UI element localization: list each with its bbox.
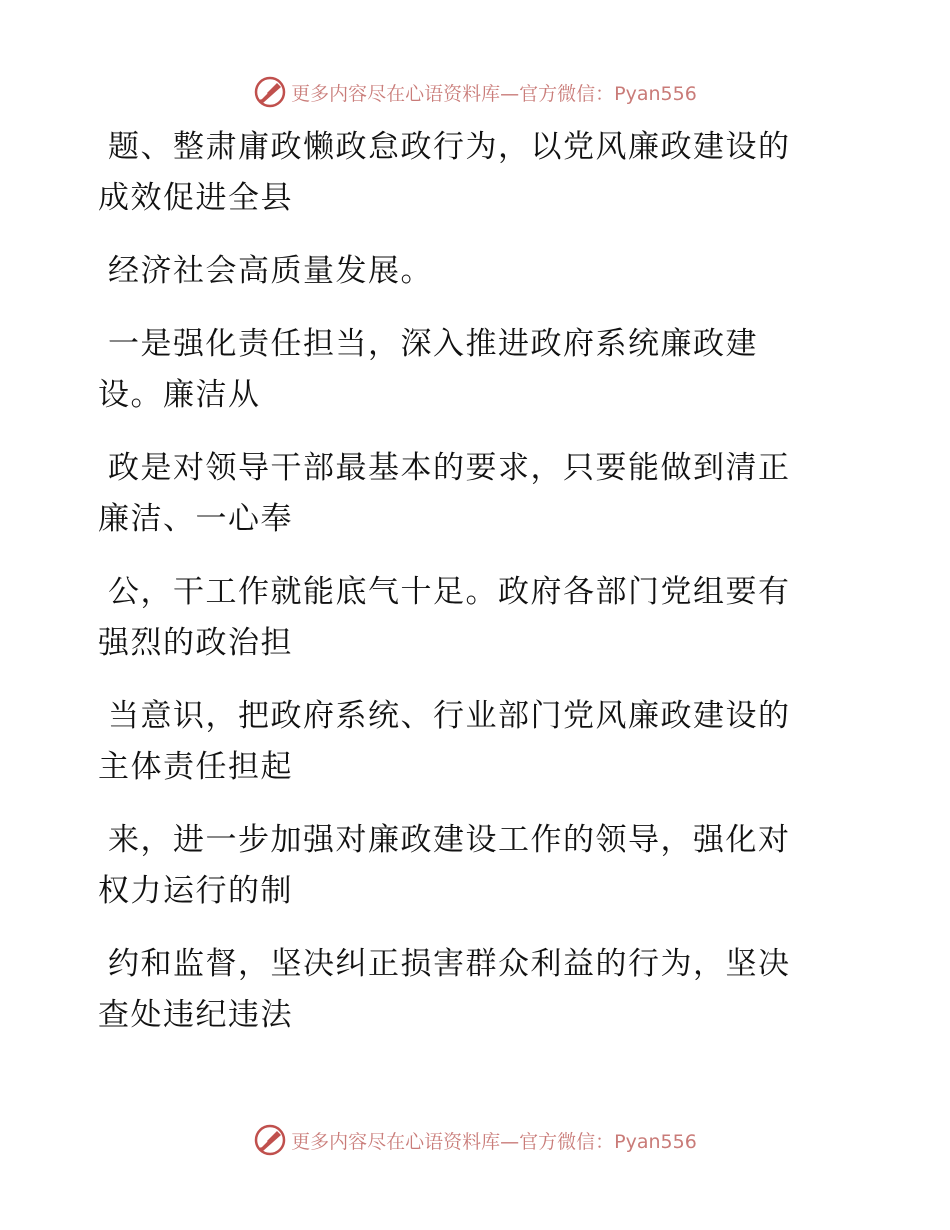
text-line: 当意识，把政府系统、行业部门党风廉政建设的: [108, 698, 791, 734]
paragraph: [98, 691, 838, 793]
text-line: 公，干工作就能底气十足。政府各部门党组要有: [108, 574, 791, 610]
paragraph: [98, 567, 838, 669]
paragraph: [98, 319, 838, 421]
text-line: 权力运行的制: [98, 873, 293, 909]
text-line: 约和监督，坚决纠正损害群众利益的行为，坚决: [108, 946, 791, 982]
watermark-header: [0, 72, 950, 112]
paragraph: [98, 939, 838, 1041]
quill-pen-logo-icon: [253, 75, 287, 109]
watermark-footer: [0, 1120, 950, 1160]
text-line: 查处违纪违法: [98, 997, 293, 1033]
text-line: 一是强化责任担当，深入推进政府系统廉政建: [108, 326, 758, 362]
text-line: 来，进一步加强对廉政建设工作的领导，强化对: [108, 822, 791, 858]
quill-pen-logo-icon: [253, 1123, 287, 1157]
text-line: 主体责任担起: [98, 749, 293, 785]
text-line: 廉洁、一心奉: [98, 501, 293, 537]
paragraph: [98, 815, 838, 917]
watermark-text: 更多内容尽在心语资料库—官方微信：Pyan556: [291, 82, 697, 105]
watermark-text: 更多内容尽在心语资料库—官方微信：Pyan556: [291, 1130, 697, 1153]
text-line: 题、整肃庸政懒政怠政行为，以党风廉政建设的: [108, 129, 791, 165]
text-line: 成效促进全县: [98, 180, 293, 216]
text-line: 设。廉洁从: [98, 377, 261, 413]
text-line: 经济社会高质量发展。: [108, 253, 433, 289]
paragraph: [98, 443, 838, 545]
document-body: [98, 122, 838, 1063]
text-line: 强烈的政治担: [98, 625, 293, 661]
paragraph: [98, 246, 838, 297]
paragraph: [98, 122, 838, 224]
text-line: 政是对领导干部最基本的要求，只要能做到清正: [108, 450, 791, 486]
